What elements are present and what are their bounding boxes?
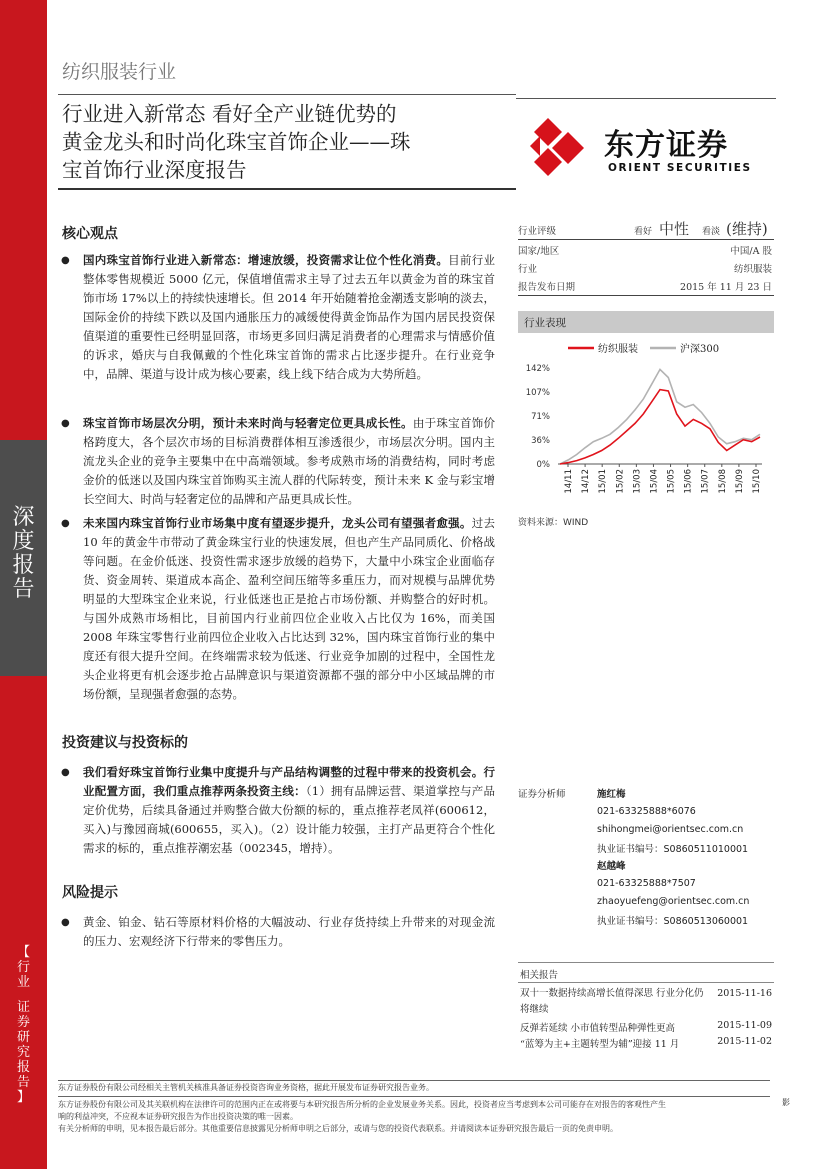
footer-tail: 影 xyxy=(782,1098,790,1107)
core-point-2 xyxy=(83,414,495,509)
invest-lead: 我们看好珠宝首饰行业集中度提升与产品结构调整的过程中带来的投资机会。行业配置方面，我们重点推荐两条投资主线： xyxy=(83,765,495,798)
y-tick-label: 142% xyxy=(525,364,550,374)
orient-securities-logo-icon xyxy=(528,116,594,176)
logo-chinese-name: 东方证券 xyxy=(604,128,728,163)
invest-body: （1）拥有品牌运营、渠道掌控与产品定价优势，后续具备通过并购整合做大份额的标的，重点推荐老凤祥(600612，买入)与豫园商城(600655，买入)。（2）设计能力较强，主打产品更符合个性化需求的标的，重点推荐潮宏基（002345，增持）。 xyxy=(83,784,495,855)
related-date: 2015-11-02 xyxy=(717,1036,772,1047)
x-tick-label: 15/09 xyxy=(734,469,745,494)
info-row xyxy=(518,279,774,296)
report-category-label: 【 行 业 证 券 研 究 报 告 】 xyxy=(16,945,30,1105)
risk-text: 黄金、铂金、钻石等原材料价格的大幅波动、行业存货持续上升带来的对现金流的压力、宏观经济下行带来的零售压力。 xyxy=(83,915,495,948)
core-point-3 xyxy=(83,514,495,704)
invest-recommendation xyxy=(83,763,495,858)
chart-source: 资料来源：WIND xyxy=(518,518,589,528)
section-heading-invest: 投资建议与投资标的 xyxy=(62,735,188,751)
x-tick-label: 15/05 xyxy=(666,469,677,494)
footer-line: 响的利益冲突，不应视本证券研究报告为作出投资决策的唯一因素。 xyxy=(58,1112,298,1121)
title-line: 黄金龙头和时尚化珠宝首饰企业——珠 xyxy=(62,130,411,154)
x-tick-label: 15/02 xyxy=(615,469,626,494)
footer-disclaimer xyxy=(58,1082,770,1135)
analyst-block xyxy=(518,784,774,927)
x-tick-label: 15/07 xyxy=(700,469,711,494)
bullet-dot-icon: ● xyxy=(61,255,70,266)
info-key: 报告发布日期 xyxy=(518,282,576,293)
bullet-dot-icon: ● xyxy=(61,767,70,778)
core-point-3-body: 过去 10 年的黄金牛市带动了黄金珠宝行业的快速发展，但也产生产品同质化、价格战等问题。在金价低迷、投资性需求逐步放缓的趋势下，大量中小珠宝企业面临存货、资金周转、渠道成本高企、盈利空间压缩等多重压力，而对规模与品牌优势明显的大型珠宝企业来说，行业低迷也正是抢占市场份额、并购整合的好时机。与国外成熟市场相比，目前国内行业前四位企业收入占比仅为 16%，而美国 2008 年珠宝零售行业前四位企业收入占比达到 32%，国内珠宝首饰行业的集中度还有很大提升空间。在终端需求较为低迷、行业竞争加剧的过程中，全国性龙头企业将更有机会逐步抢占品牌意识与渠道资源都不强的部分中小区域品牌的市场份额，呈现强者愈强的态势。 xyxy=(83,516,495,701)
x-tick-label: 15/10 xyxy=(752,469,762,494)
core-point-1 xyxy=(83,251,495,384)
series-line xyxy=(560,369,760,464)
info-value: 纺织服装 xyxy=(733,264,772,275)
header-divider-right xyxy=(516,98,776,99)
info-value: 中国/A 股 xyxy=(730,246,772,257)
related-divider xyxy=(518,962,774,963)
related-title[interactable]: 反弹若延续 小市值转型品种弹性更高 xyxy=(520,1023,676,1034)
x-tick-label: 15/03 xyxy=(632,469,643,494)
y-tick-label: 36% xyxy=(531,436,550,446)
footer-line: 东方证券股份有限公司经相关主管机关核准具备证券投资咨询业务资格，据此开展发布证券研究报告业务。 xyxy=(58,1083,434,1092)
performance-heading: 行业表现 xyxy=(518,311,774,333)
y-tick-label: 0% xyxy=(536,460,550,470)
analyst-phone: 021-63325888*6076 xyxy=(597,806,696,817)
rating-bear: 看淡 xyxy=(702,227,721,237)
rating-table xyxy=(518,218,774,298)
title-line: 宝首饰行业深度报告 xyxy=(62,158,247,182)
rating-bull: 看好 xyxy=(634,227,653,237)
title-divider xyxy=(58,188,516,190)
legend-label: 纺织服装 xyxy=(598,344,638,355)
related-reports xyxy=(518,962,774,1052)
rating-row xyxy=(518,218,774,240)
report-title xyxy=(62,100,514,184)
core-point-3-lead: 未来国内珠宝首饰行业市场集中度有望逐步提升，龙头公司有望强者愈强。 xyxy=(83,516,472,530)
related-date: 2015-11-09 xyxy=(717,1020,772,1031)
analyst-cert: 执业证书编号：S0860511010001 xyxy=(597,844,749,855)
core-point-1-lead: 国内珠宝首饰行业进入新常态：增速放缓，投资需求让位个性化消费。 xyxy=(83,253,449,267)
x-tick-label: 14/11 xyxy=(564,469,574,494)
related-heading: 相关报告 xyxy=(520,970,559,981)
analyst-cert: 执业证书编号：S0860513060001 xyxy=(597,916,749,927)
analyst-email: zhaoyuefeng@orientsec.com.cn xyxy=(597,896,750,907)
header-divider xyxy=(58,94,516,95)
related-date: 2015-11-16 xyxy=(717,988,772,999)
y-tick-label: 107% xyxy=(525,388,550,398)
rating-label: 行业评级 xyxy=(518,226,557,237)
bullet-dot-icon: ● xyxy=(61,518,70,529)
y-tick-label: 71% xyxy=(531,412,550,422)
footer-line: 东方证券股份有限公司及其关联机构在法律许可的范围内正在或将要与本研究报告所分析的企业发展业务关系。因此，投资者应当考虑到本公司可能存在对报告的客观性产生 xyxy=(58,1096,770,1111)
industry-name: 纺织服装行业 xyxy=(62,61,177,83)
report-type-label: 深 度 报 告 xyxy=(12,505,35,602)
x-tick-label: 15/06 xyxy=(683,469,694,494)
related-title[interactable]: 双十一数据持续高增长值得深思 行业分化仍将继续 xyxy=(520,988,704,1015)
core-point-2-lead: 珠宝首饰市场层次分明，预计未来时尚与轻奢定位更具成长性。 xyxy=(83,416,413,430)
legend-label: 沪深300 xyxy=(680,344,720,355)
x-tick-label: 15/04 xyxy=(649,469,660,494)
x-tick-label: 15/08 xyxy=(717,469,728,494)
section-heading-core: 核心观点 xyxy=(62,226,118,242)
info-row xyxy=(518,243,774,260)
bullet-dot-icon: ● xyxy=(61,418,70,429)
analyst-name: 施红梅 xyxy=(597,789,626,800)
analyst-phone: 021-63325888*7507 xyxy=(597,878,696,889)
rating-value: 中性 xyxy=(659,220,690,238)
x-tick-label: 14/12 xyxy=(581,469,592,494)
rating-maintain: (维持) xyxy=(726,220,768,238)
x-tick-label: 15/01 xyxy=(598,469,609,494)
analyst-name: 赵越峰 xyxy=(597,861,626,872)
analyst-email: shihongmei@orientsec.com.cn xyxy=(597,824,744,835)
info-key: 行业 xyxy=(518,264,538,275)
section-heading-risk: 风险提示 xyxy=(62,885,118,901)
info-row xyxy=(518,261,774,278)
title-line: 行业进入新常态 看好全产业链优势的 xyxy=(62,102,397,126)
core-point-1-body: 目前行业整体零售规模近 5000 亿元，保值增值需求主导了过去五年以黄金为首的珠宝首饰市场 17%以上的持续快速增长。但 2014 年开始随着抢金潮透支影响的淡去，国际金价的持续下跌以及国内通胀压力的减缓使得黄金饰品作为国内居民投资保值渠道的重要性已经明显回落，市场更多回归满足消费者的心理需求与情感价值的诉求，婚庆与自我佩戴的个性化珠宝首饰的需求占比逐步提升。在行业竞争中，品牌、渠道与设计成为核心要素，线上线下结合成为大势所趋。 xyxy=(83,253,496,381)
logo-english-name: ORIENT SECURITIES xyxy=(608,162,752,174)
related-title[interactable]: “蓝筹为主+主题转型为辅”迎接 11 月 xyxy=(520,1039,680,1050)
bullet-dot-icon: ● xyxy=(61,917,70,928)
core-point-2-body: 由于珠宝首饰价格跨度大，各个层次市场的目标消费群体相互渗透很少，市场层次分明。国内主流龙头企业的竞争主要集中在中高端领域。参考成熟市场的消费结构，同时考虑金价的低迷以及国内珠宝首饰购买主流人群的代际转变，预计未来 K 金与彩宝增长空间大、时尚与轻奢定位的品牌和产品更具成长性。 xyxy=(83,416,496,506)
info-value: 2015 年 11 月 23 日 xyxy=(680,282,772,293)
industry-performance-chart xyxy=(518,336,774,512)
footer-divider xyxy=(58,1080,770,1081)
series-line xyxy=(560,390,760,464)
analyst-label: 证券分析师 xyxy=(518,789,566,800)
related-divider xyxy=(518,982,774,983)
footer-line: 有关分析师的申明，见本报告最后部分。其他重要信息披露见分析师申明之后部分，或请与您的投资代表联系。并请阅读本证券研究报告最后一页的免责申明。 xyxy=(58,1124,618,1133)
info-key: 国家/地区 xyxy=(518,246,560,257)
